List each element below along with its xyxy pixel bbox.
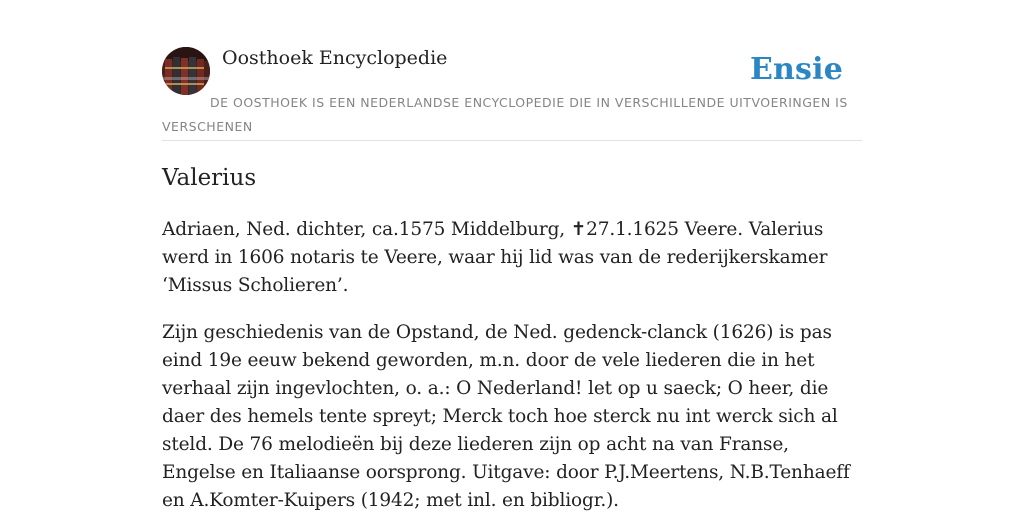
book-spines-icon[interactable]: [162, 47, 210, 95]
brand-logo-link[interactable]: Ensie: [749, 52, 843, 87]
site-tagline: DE OOSTHOEK IS EEN NEDERLANDSE ENCYCLOPEDIE DIE IN VERSCHILLENDE UITVOERINGEN IS VERSCHENEN: [162, 95, 848, 134]
avatar-image: [162, 47, 210, 95]
site-header: [162, 46, 862, 141]
article-content: [162, 160, 867, 512]
article-paragraph-2: Zijn geschiedenis van de Opstand, de Ned. gedenck-clanck (1626) is pas eind 19e eeuw bekend geworden, m.n. door de vele liederen die in het verhaal zijn ingevlochten, o. a.: O Nederland! let op u saeck; O heer, die daer des hemels tente spreyt; Merck toch hoe sterck nu int werck sich al steld. De 76 melodieën bij deze liederen zijn op acht na van Franse, Engelse en Italiaanse oorsprong. Uitgave: door P.J.Meertens, N.B.Tenhaeff en A.Komter-Kuipers (1942; met inl. en bibliogr.).: [162, 322, 850, 511]
article-paragraph-1: Adriaen, Ned. dichter, ca.1575 Middelburg, ✝27.1.1625 Veere. Valerius werd in 1606 notaris te Veere, waar hij lid was van de rederijkerskamer ‘Missus Scholieren’.: [162, 219, 828, 296]
site-title-link[interactable]: Oosthoek Encyclopedie: [222, 47, 448, 69]
entry-title: Valerius: [162, 165, 257, 191]
